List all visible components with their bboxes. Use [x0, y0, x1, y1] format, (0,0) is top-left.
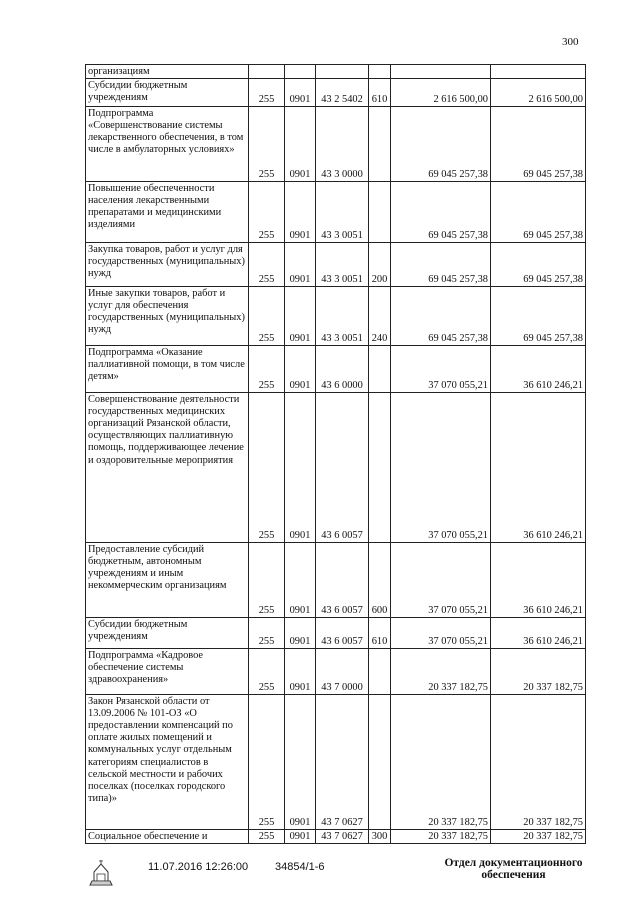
table-row — [86, 830, 586, 844]
amount-year-1 — [391, 65, 491, 79]
row-description: Закупка товаров, работ и услуг для государственных (муниципальных) нужд — [86, 243, 249, 287]
target-code: 43 3 0051 — [316, 243, 369, 287]
amount-year-1: 2 616 500,00 — [391, 79, 491, 107]
ministry-code — [249, 65, 285, 79]
row-description: Подпрограмма «Оказание паллиативной помощи, в том числе детям» — [86, 346, 249, 393]
ministry-code: 255 — [249, 346, 285, 393]
section-code: 0901 — [285, 243, 316, 287]
target-code: 43 3 0051 — [316, 287, 369, 346]
section-code: 0901 — [285, 649, 316, 695]
section-code: 0901 — [285, 830, 316, 844]
expense-type-code — [369, 346, 391, 393]
budget-table — [85, 64, 586, 844]
expense-type-code — [369, 65, 391, 79]
section-code: 0901 — [285, 695, 316, 830]
row-description: Субсидии бюджетным учреждениям — [86, 618, 249, 649]
table-row — [86, 287, 586, 346]
table-row — [86, 393, 586, 543]
amount-year-2: 36 610 246,21 — [491, 346, 586, 393]
section-code — [285, 65, 316, 79]
row-description: организациям — [86, 65, 249, 79]
expense-type-code — [369, 182, 391, 243]
table-row — [86, 695, 586, 830]
row-description: Субсидии бюджетным учреждениям — [86, 79, 249, 107]
amount-year-1: 69 045 257,38 — [391, 243, 491, 287]
target-code: 43 6 0057 — [316, 618, 369, 649]
amount-year-1: 20 337 182,75 — [391, 695, 491, 830]
emblem-logo-icon — [86, 858, 116, 888]
section-code: 0901 — [285, 79, 316, 107]
section-code: 0901 — [285, 543, 316, 618]
section-code: 0901 — [285, 618, 316, 649]
amount-year-2: 36 610 246,21 — [491, 543, 586, 618]
target-code: 43 7 0000 — [316, 649, 369, 695]
table-row — [86, 79, 586, 107]
ministry-code: 255 — [249, 393, 285, 543]
section-code: 0901 — [285, 182, 316, 243]
expense-type-code — [369, 393, 391, 543]
table-row — [86, 649, 586, 695]
row-description: Социальное обеспечение и — [86, 830, 249, 844]
expense-type-code: 240 — [369, 287, 391, 346]
ministry-code: 255 — [249, 243, 285, 287]
footer-department — [436, 857, 591, 881]
section-code: 0901 — [285, 346, 316, 393]
target-code: 43 6 0057 — [316, 543, 369, 618]
amount-year-1: 20 337 182,75 — [391, 649, 491, 695]
ministry-code: 255 — [249, 695, 285, 830]
table-row — [86, 243, 586, 287]
row-description: Повышение обеспеченности населения лекарственными препаратами и медицинскими изделиями — [86, 182, 249, 243]
amount-year-2: 69 045 257,38 — [491, 243, 586, 287]
table-row — [86, 618, 586, 649]
table-row — [86, 182, 586, 243]
expense-type-code — [369, 695, 391, 830]
expense-type-code: 300 — [369, 830, 391, 844]
ministry-code: 255 — [249, 649, 285, 695]
page-footer — [0, 858, 640, 898]
amount-year-2: 69 045 257,38 — [491, 107, 586, 182]
target-code: 43 6 0000 — [316, 346, 369, 393]
target-code: 43 3 0051 — [316, 182, 369, 243]
target-code: 43 7 0627 — [316, 695, 369, 830]
ministry-code: 255 — [249, 107, 285, 182]
expense-type-code: 200 — [369, 243, 391, 287]
footer-doc-code: 34854/1-6 — [275, 861, 325, 873]
target-code: 43 7 0627 — [316, 830, 369, 844]
target-code: 43 2 5402 — [316, 79, 369, 107]
amount-year-1: 37 070 055,21 — [391, 393, 491, 543]
amount-year-2: 2 616 500,00 — [491, 79, 586, 107]
amount-year-2: 69 045 257,38 — [491, 182, 586, 243]
page-number: 300 — [562, 36, 579, 48]
expense-type-code: 600 — [369, 543, 391, 618]
footer-dept-line-2: обеспечения — [481, 869, 546, 881]
amount-year-1: 37 070 055,21 — [391, 618, 491, 649]
amount-year-1: 69 045 257,38 — [391, 107, 491, 182]
row-description: Иные закупки товаров, работ и услуг для обеспечения государственных (муниципальных) нужд — [86, 287, 249, 346]
amount-year-1: 37 070 055,21 — [391, 543, 491, 618]
section-code: 0901 — [285, 107, 316, 182]
row-description: Закон Рязанской области от 13.09.2006 № 101-ОЗ «О предоставлении компенсаций по оплате жилых помещений и коммунальных услуг отдельным категориям специалистов в сельской местности и рабочих поселках (поселках городского типа)» — [86, 695, 249, 830]
section-code: 0901 — [285, 287, 316, 346]
target-code — [316, 65, 369, 79]
footer-datetime: 11.07.2016 12:26:00 — [148, 861, 249, 873]
amount-year-2: 20 337 182,75 — [491, 695, 586, 830]
amount-year-1: 37 070 055,21 — [391, 346, 491, 393]
amount-year-2 — [491, 65, 586, 79]
expense-type-code — [369, 649, 391, 695]
table-row — [86, 543, 586, 618]
table-row — [86, 107, 586, 182]
target-code: 43 6 0057 — [316, 393, 369, 543]
amount-year-1: 69 045 257,38 — [391, 182, 491, 243]
amount-year-2: 20 337 182,75 — [491, 830, 586, 844]
footer-dept-line-1: Отдел документационного — [444, 857, 583, 869]
amount-year-2: 20 337 182,75 — [491, 649, 586, 695]
amount-year-1: 69 045 257,38 — [391, 287, 491, 346]
ministry-code: 255 — [249, 182, 285, 243]
budget-table-body — [86, 65, 586, 844]
table-row — [86, 65, 586, 79]
expense-type-code: 610 — [369, 618, 391, 649]
row-description: Предоставление субсидий бюджетным, автономным учреждениям и иным некоммерческим организациям — [86, 543, 249, 618]
ministry-code: 255 — [249, 287, 285, 346]
ministry-code: 255 — [249, 79, 285, 107]
row-description: Подпрограмма «Кадровое обеспечение системы здравоохранения» — [86, 649, 249, 695]
ministry-code: 255 — [249, 830, 285, 844]
row-description: Совершенствование деятельности государственных медицинских организаций Рязанской области, осуществляющих паллиативную помощь, поддерживающее лечение и оздоровительные мероприятия — [86, 393, 249, 543]
row-description: Подпрограмма «Совершенствование системы лекарственного обеспечения, в том числе в амбулаторных условиях» — [86, 107, 249, 182]
amount-year-1: 20 337 182,75 — [391, 830, 491, 844]
section-code: 0901 — [285, 393, 316, 543]
ministry-code: 255 — [249, 543, 285, 618]
ministry-code: 255 — [249, 618, 285, 649]
amount-year-2: 36 610 246,21 — [491, 393, 586, 543]
expense-type-code — [369, 107, 391, 182]
target-code: 43 3 0000 — [316, 107, 369, 182]
table-row — [86, 346, 586, 393]
amount-year-2: 69 045 257,38 — [491, 287, 586, 346]
expense-type-code: 610 — [369, 79, 391, 107]
amount-year-2: 36 610 246,21 — [491, 618, 586, 649]
